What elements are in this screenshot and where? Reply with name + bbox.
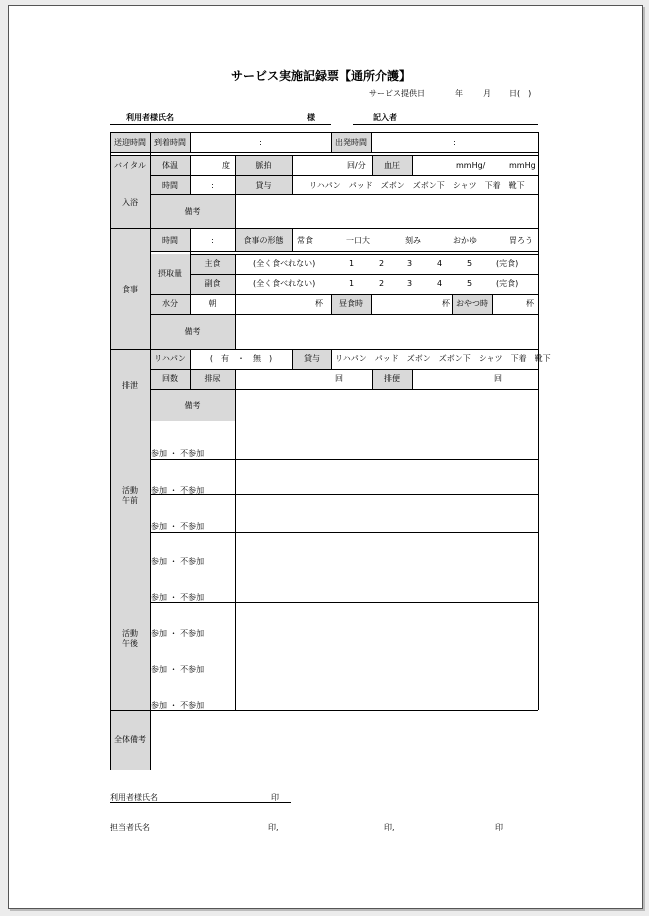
stool-count-input[interactable] [414,370,492,388]
rihapan-label: リハパン [154,354,186,363]
service-date-year: 年 [455,89,463,98]
water-snack-label: おやつ時 [456,299,488,308]
main-scale[interactable]: 2 [379,259,385,268]
service-date-day: 日( ) [509,89,532,98]
meal-note-field[interactable] [236,315,537,348]
recorder-label: 記入者 [373,113,397,122]
main-scale[interactable]: 4 [437,259,443,268]
water-morning-label: 朝 [208,299,217,308]
bath-note-field[interactable] [236,195,537,227]
activity-pm-note-field[interactable] [236,603,537,709]
excretion-note-field[interactable] [236,390,537,458]
bath-label: 入浴 [122,198,138,207]
activity-am-participation[interactable]: 参加 ・ 不参加 [151,557,205,566]
main-scale[interactable]: 3 [407,259,413,268]
pulse-unit: 回/分 [347,161,366,170]
side-scale[interactable]: 1 [349,279,355,288]
count-label: 回数 [162,374,178,383]
activity-am-participation[interactable]: 参加 ・ 不参加 [151,522,205,531]
footer-user-underline [110,802,291,803]
activity-am-note-field[interactable] [236,460,537,493]
urine-count-input[interactable] [237,370,332,388]
water-snack-cup: 杯 [526,299,534,308]
main-dish-label: 主食 [204,259,221,268]
vital-label: バイタル [114,161,146,170]
footer-staff-stamp: 印, [268,823,279,832]
urine-label: 排尿 [204,374,221,383]
bp-high-input[interactable] [414,156,454,174]
main-scale[interactable]: 1 [349,259,355,268]
excretion-note-label: 備考 [184,401,201,410]
side-scale[interactable]: 4 [437,279,443,288]
service-date-month: 月 [483,89,491,98]
activity-am-participation[interactable]: 参加 ・ 不参加 [151,593,205,602]
sama-label: 様 [307,113,315,122]
side-dish-label: 副食 [204,279,221,288]
water-label: 水分 [162,299,178,308]
footer-staff-stamp: 印, [384,823,395,832]
footer-staff-stamp: 印 [495,823,503,832]
user-name-underline [110,124,331,125]
activity-pm-participation[interactable]: 参加 ・ 不参加 [151,629,205,638]
activity-am-participation[interactable]: 参加 ・ 不参加 [151,486,205,495]
main-full[interactable]: (完食) [496,259,519,268]
main-scale[interactable]: 5 [467,259,473,268]
activity-am-note-field[interactable] [236,495,537,531]
water-morning-cup: 杯 [315,299,323,308]
urine-times: 回 [335,374,343,383]
temp-unit: 度 [222,161,230,170]
page-title: サービス実施記録票【通所介護】 [231,69,412,83]
meal-note-label: 備考 [184,327,201,336]
water-lunch-label: 昼食時 [339,299,363,308]
bath-supply-items[interactable]: リハパン パッド ズボン ズボン下 シャツ 下着 靴下 [309,181,525,190]
intake-label: 摂取量 [158,269,182,278]
meal-time-label: 時間 [162,236,178,245]
excretion-label: 排泄 [122,381,138,390]
footer-user-label: 利用者様氏名 [110,793,158,802]
activity-pm-participation[interactable]: 参加 ・ 不参加 [151,665,205,674]
footer-user-stamp: 印 [271,793,279,802]
excretion-supply-label: 貸与 [304,354,320,363]
bath-time-field[interactable]: : [211,181,214,190]
stool-label: 排便 [384,374,400,383]
rihapan-yes-no[interactable]: ( 有 ・ 無 ) [209,354,273,363]
activity-pm-label: 活動 午後 [122,629,138,648]
bath-note-label: 備考 [184,207,201,216]
meal-label: 食事 [122,285,138,294]
recorder-underline [353,124,538,125]
meal-form-option[interactable]: おかゆ [453,236,477,245]
side-scale[interactable]: 3 [407,279,413,288]
footer-user-input[interactable] [174,790,269,802]
transport-label: 送迎時間 [114,138,146,147]
overall-note-label: 全体備考 [114,735,146,744]
meal-time-field[interactable]: : [211,236,214,245]
bath-supply-label: 貸与 [255,181,272,190]
meal-form-option[interactable]: 刻み [405,236,421,245]
activity-am-note-field[interactable] [236,533,537,601]
user-name-input[interactable] [189,110,299,123]
bath-time-label: 時間 [162,181,178,190]
side-full[interactable]: (完食) [496,279,519,288]
footer-staff-label: 担当者氏名 [110,823,150,832]
main-none[interactable]: (全く食べれない) [253,259,316,268]
recorder-input[interactable] [404,110,534,123]
bp-label: 血圧 [384,161,400,170]
meal-form-option[interactable]: 常食 [297,236,313,245]
pulse-label: 脈拍 [255,161,272,170]
pulse-input[interactable] [294,156,344,174]
temp-label: 体温 [162,161,178,170]
overall-note-field[interactable] [151,711,537,769]
arrival-label: 到着時間 [154,138,186,147]
bp-unit-low: mmHg [509,161,536,170]
departure-label: 出発時間 [335,138,367,147]
meal-form-label: 食事の形態 [243,236,284,245]
bp-low-input[interactable] [485,156,507,174]
water-snack-input[interactable] [494,295,524,313]
bp-unit-high: mmHg/ [456,161,486,170]
temp-input[interactable] [191,156,219,174]
user-name-label: 利用者様氏名 [126,113,174,122]
arrival-time-field[interactable]: : [259,138,262,147]
meal-form-option[interactable]: 胃ろう [509,236,533,245]
water-lunch-cup: 杯 [442,299,450,308]
water-lunch-input[interactable] [373,295,439,313]
water-morning-input[interactable] [237,295,312,313]
activity-am-label: 活動 午前 [122,486,138,505]
excretion-supply-items[interactable]: リハパン パッド ズボン ズボン下 シャツ 下着 靴下 [335,354,551,363]
activity-pm-participation[interactable]: 参加 ・ 不参加 [151,701,205,710]
service-date-label: サービス提供日 [369,89,425,98]
stool-times: 回 [494,374,502,383]
departure-time-field[interactable]: : [453,138,456,147]
activity-am-participation[interactable]: 参加 ・ 不参加 [151,449,205,458]
meal-form-option[interactable]: 一口大 [346,236,370,245]
side-scale[interactable]: 2 [379,279,385,288]
side-scale[interactable]: 5 [467,279,473,288]
record-sheet [8,5,643,909]
side-none[interactable]: (全く食べれない) [253,279,316,288]
